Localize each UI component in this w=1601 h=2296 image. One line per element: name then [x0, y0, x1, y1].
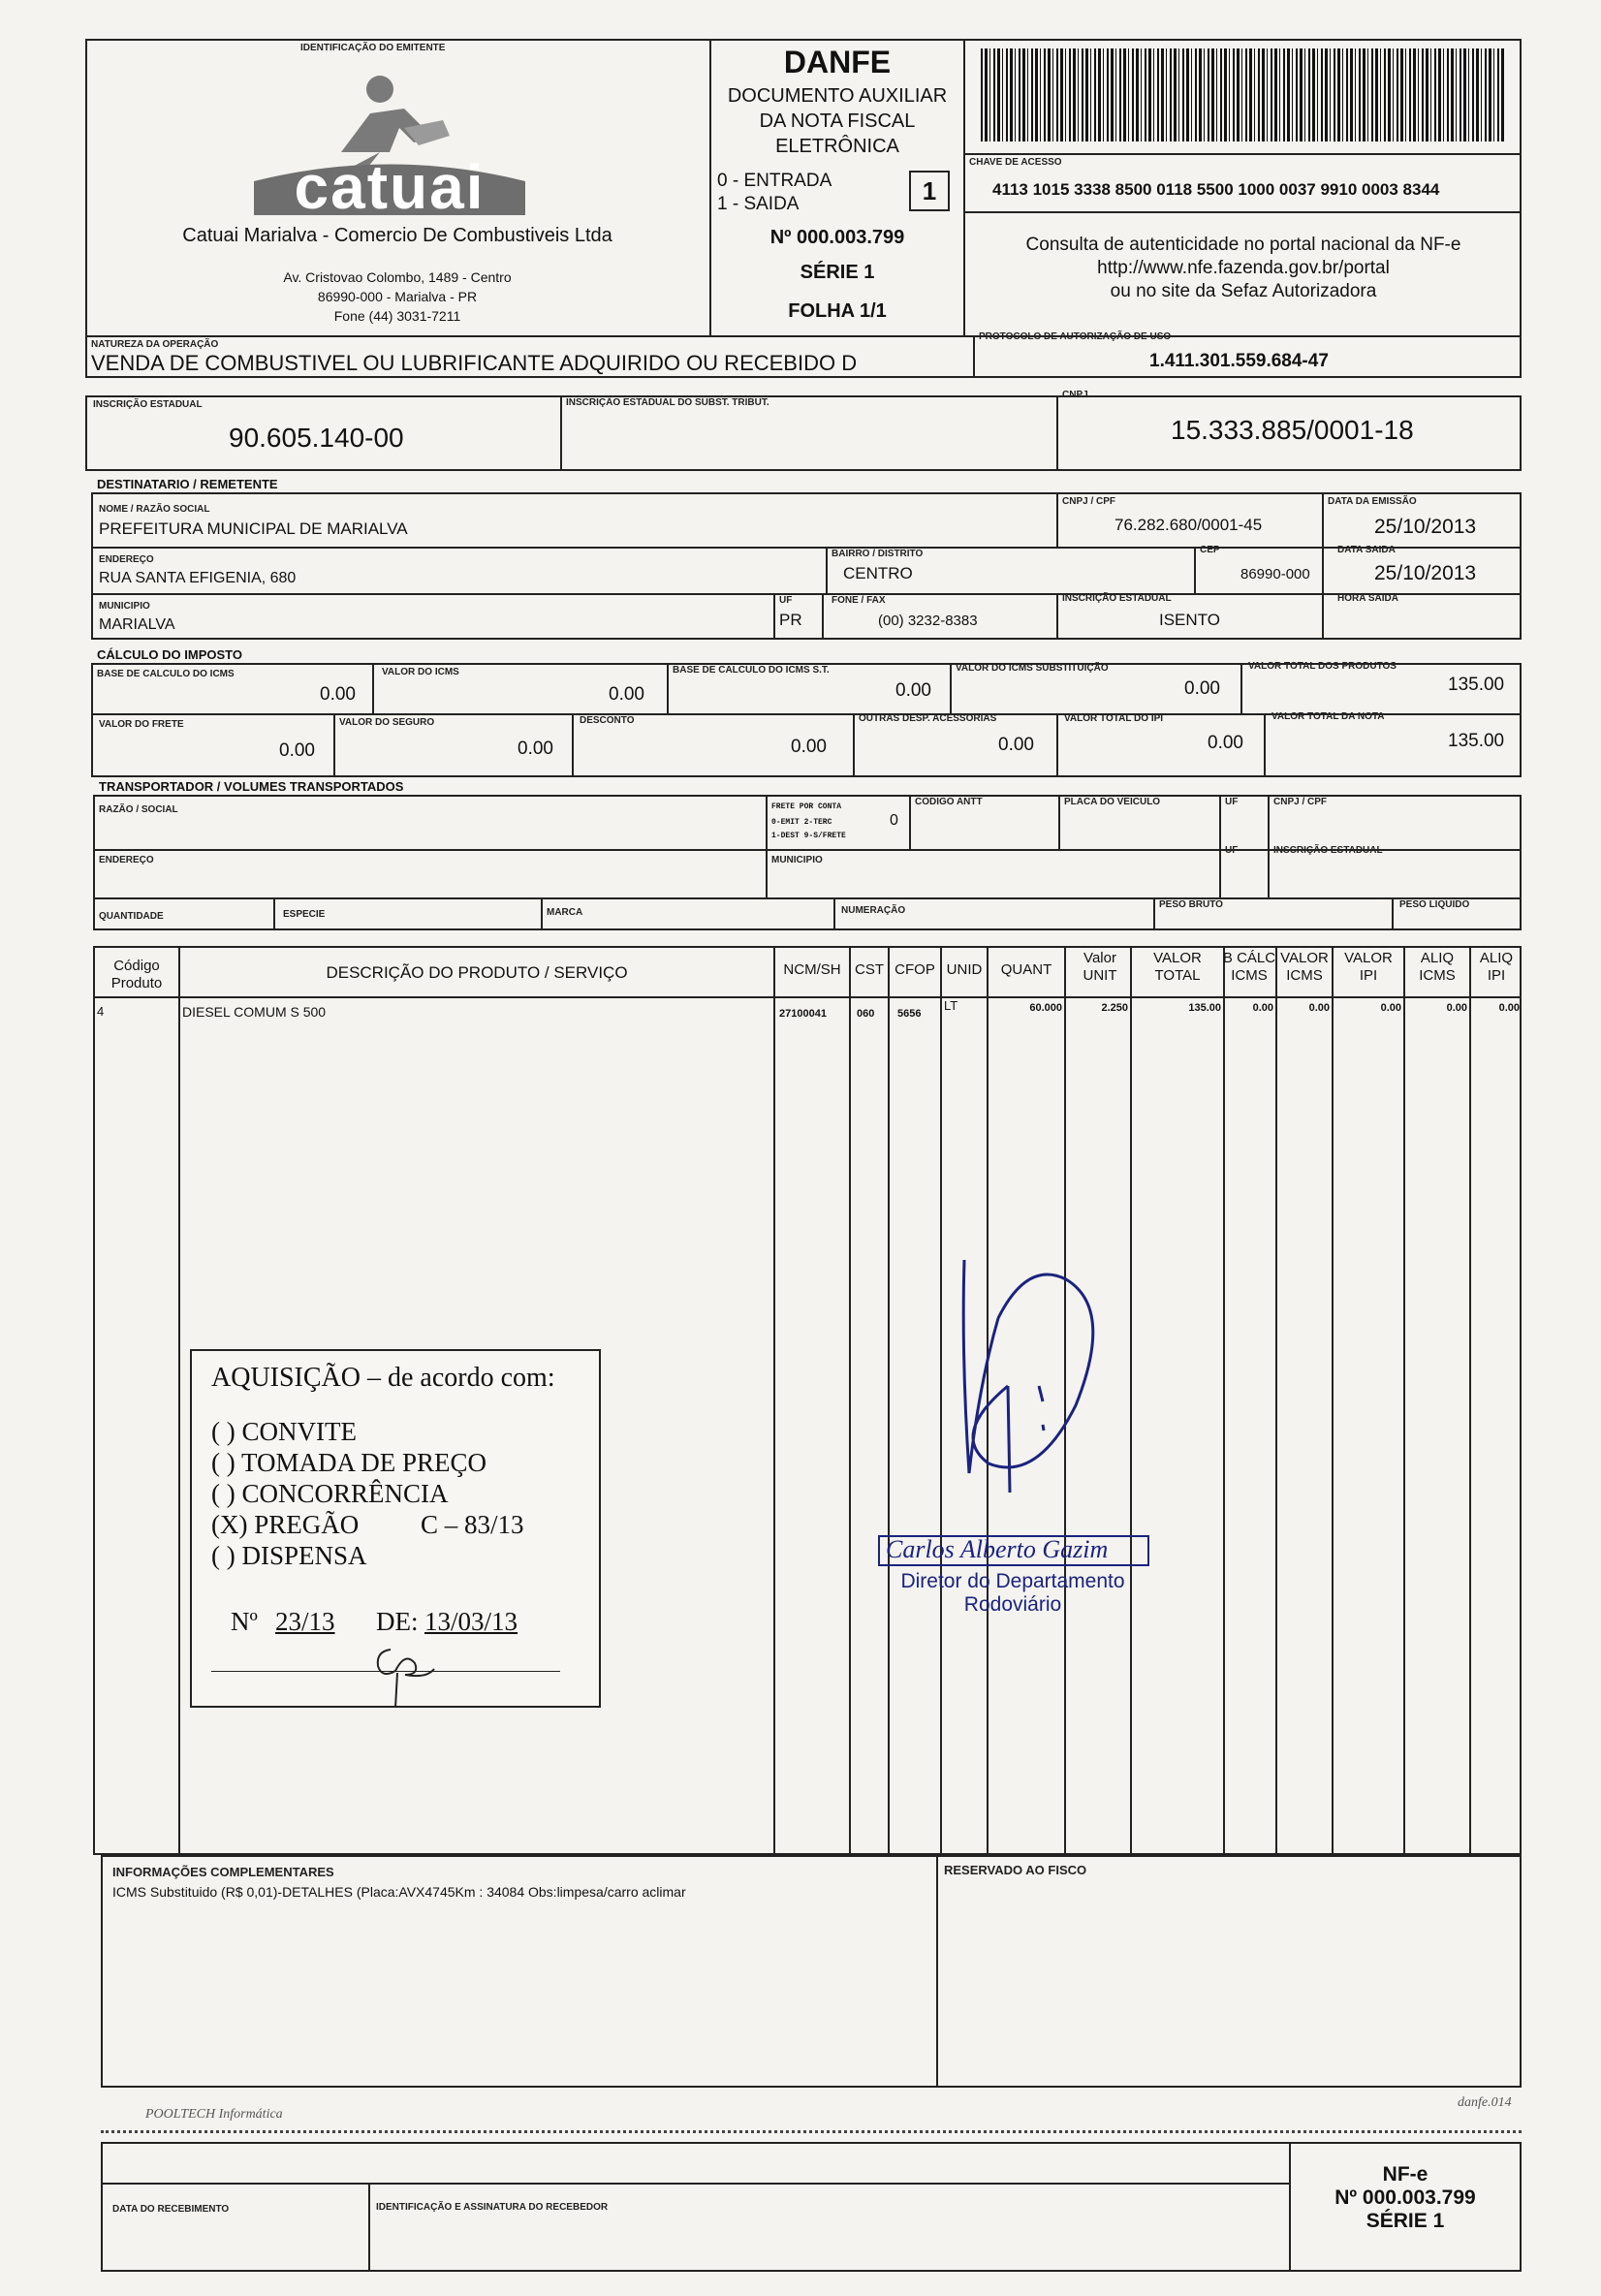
danfe-subtitle2: DA NOTA FISCAL [759, 110, 916, 132]
footer-serie: SÉRIE 1 [1366, 2210, 1445, 2232]
danfe-tipo-box: 1 [909, 171, 950, 211]
transp-numeracao-label: NUMERAÇÃO [841, 905, 906, 916]
danfe-entrada: 0 - ENTRADA [717, 171, 832, 191]
emitente-phone: Fone (44) 3031-7211 [333, 308, 461, 324]
dest-bairro: CENTRO [843, 564, 913, 582]
col-quant-header: QUANT [1000, 961, 1052, 978]
ie-value: 90.605.140-00 [229, 423, 404, 453]
natureza-label: NATUREZA DA OPERAÇÃO [91, 339, 219, 350]
transp-frete1: FRETE POR CONTA [771, 802, 842, 811]
dest-cnpj-label: CNPJ / CPF [1062, 496, 1116, 507]
stamp-opt-pregao: (X) PREGÃO [211, 1510, 360, 1539]
handwritten-signature-icon [872, 1241, 1182, 1551]
nota-label: VALOR TOTAL DA NOTA [1271, 711, 1385, 722]
emitente-label: IDENTIFICAÇÃO DO EMITENTE [300, 43, 446, 53]
informacoes-label: INFORMAÇÕES COMPLEMENTARES [112, 1865, 334, 1879]
col-vunit-header: Valor UNIT [1083, 950, 1117, 984]
nota: 135.00 [1448, 731, 1505, 751]
dest-cnpj: 76.282.680/0001-45 [1114, 516, 1263, 534]
row-unid: LT [944, 998, 958, 1013]
ie-st-label: INSCRIÇÃO ESTADUAL DO SUBST. TRIBUT. [566, 397, 769, 408]
emitente-name: Catuai Marialva - Comercio De Combustiveis Ltda [182, 225, 612, 246]
row-descricao: DIESEL COMUM S 500 [182, 1004, 327, 1020]
dest-endereco-label: ENDEREÇO [99, 554, 154, 565]
v-icms: 0.00 [609, 684, 644, 705]
transp-marca-label: MARCA [547, 907, 583, 918]
cnpj-value: 15.333.885/0001-18 [1171, 415, 1414, 445]
director-role2: Rodoviário [963, 1593, 1062, 1616]
cnpj-label: CNPJ [1062, 390, 1088, 400]
col-aicms-header: ALIQ ICMS [1419, 950, 1456, 984]
transp-antt-label: CODIGO ANTT [915, 797, 983, 807]
dest-fone-label: FONE / FAX [832, 595, 886, 606]
v-st: 0.00 [1184, 678, 1220, 699]
transp-peso-liquido-label: PESO LIQUIDO [1399, 899, 1470, 910]
imposto-section: CÁLCULO DO IMPOSTO [97, 647, 242, 662]
col-bc-header: B CÁLC ICMS [1222, 950, 1276, 984]
stamp-opt-convite: ( ) CONVITE [211, 1417, 357, 1446]
dest-endereco: RUA SANTA EFIGENIA, 680 [99, 570, 297, 586]
transp-razao-label: RAZÃO / SOCIAL [99, 804, 178, 815]
stamp-title: AQUISIÇÃO – de acordo com: [211, 1363, 555, 1393]
stamp-opt-dispensa: ( ) DISPENSA [211, 1541, 367, 1570]
logo-text: catuai [294, 152, 486, 222]
stamp-num-label: Nº [231, 1607, 258, 1636]
protocolo-label: PROTOCOLO DE AUTORIZAÇÃO DE USO [979, 331, 1172, 342]
col-descricao-header: DESCRIÇÃO DO PRODUTO / SERVIÇO [326, 963, 628, 982]
dest-uf: PR [779, 611, 802, 629]
dest-emissao: 25/10/2013 [1374, 516, 1477, 538]
outras: 0.00 [998, 735, 1034, 755]
dest-saida-label: DATA SAIDA [1337, 545, 1396, 555]
col-codigo-header: Código Produto [110, 958, 163, 991]
frete-label: VALOR DO FRETE [99, 719, 184, 730]
transp-especie-label: ESPECIE [283, 909, 326, 920]
dest-ie-label: INSCRIÇÃO ESTADUAL [1062, 593, 1172, 604]
transp-uf2-label: UF [1225, 845, 1239, 856]
transp-frete-value: 0 [890, 812, 898, 829]
row-ncm: 27100041 [779, 1008, 827, 1020]
transp-quantidade-label: QUANTIDADE [99, 911, 164, 922]
stamp-pregao-ref: C – 83/13 [421, 1510, 524, 1539]
transp-endereco-label: ENDEREÇO [99, 855, 154, 865]
acquisition-stamp [190, 1349, 601, 1708]
company-logo [235, 60, 545, 222]
row-bc: 0.00 [1252, 1002, 1273, 1014]
consulta-line2: http://www.nfe.fazenda.gov.br/portal [1097, 258, 1390, 278]
danfe-numero: Nº 000.003.799 [769, 227, 905, 248]
row-aipi: 0.00 [1498, 1002, 1520, 1014]
emitente-address1: Av. Cristovao Colombo, 1489 - Centro [283, 269, 512, 285]
dest-municipio-label: MUNICIPIO [99, 601, 150, 612]
transp-frete2: 0-EMIT 2-TERC [771, 818, 832, 827]
software-credit: POOLTECH Informática [145, 2107, 283, 2122]
consulta-line1: Consulta de autenticidade no portal nacional da NF-e [1025, 235, 1461, 255]
bc-icms-label: BASE DE CALCULO DO ICMS [97, 669, 235, 679]
informacoes-text: ICMS Substituido (R$ 0,01)-DETALHES (Placa:AVX4745Km : 34084 Obs:limpesa/carro aclimar [112, 1884, 686, 1900]
destinatario-section: DESTINATARIO / REMETENTE [97, 477, 278, 491]
consulta-line3: ou no site da Sefaz Autorizadora [1110, 281, 1377, 301]
footer-nfe: NF-e [1382, 2163, 1428, 2186]
dest-cep-label: CEP [1200, 545, 1220, 555]
dest-fone: (00) 3232-8383 [878, 613, 978, 629]
danfe-title: DANFE [783, 45, 892, 79]
transp-peso-bruto-label: PESO BRUTO [1159, 899, 1223, 910]
frete: 0.00 [279, 740, 315, 761]
col-vicms-header: VALOR ICMS [1280, 950, 1329, 984]
dest-cep: 86990-000 [1240, 566, 1310, 582]
transp-uf-label: UF [1225, 797, 1239, 807]
ipi-label: VALOR TOTAL DO IPI [1064, 713, 1164, 724]
col-ncm-header: NCM/SH [783, 961, 841, 978]
outras-label: OUTRAS DESP. ACESSORIAS [859, 713, 997, 724]
dest-municipio: MARIALVA [99, 616, 175, 633]
transp-frete3: 1-DEST 9-S/FRETE [771, 832, 846, 840]
dest-hora-label: HORA SAIDA [1337, 593, 1398, 604]
ie-label: INSCRIÇÃO ESTADUAL [93, 399, 203, 410]
stamp-opt-tomada: ( ) TOMADA DE PREÇO [211, 1448, 487, 1477]
emitente-address2: 86990-000 - Marialva - PR [317, 289, 478, 304]
dest-uf-label: UF [779, 595, 793, 606]
dest-ie: ISENTO [1159, 611, 1220, 629]
protocolo-value: 1.411.301.559.684-47 [1149, 351, 1329, 371]
desconto-label: DESCONTO [580, 715, 635, 726]
transportador-section: TRANSPORTADOR / VOLUMES TRANSPORTADOS [99, 779, 404, 794]
dest-emissao-label: DATA DA EMISSÃO [1328, 496, 1417, 507]
v-icms-label: VALOR DO ICMS [382, 667, 459, 677]
director-role1: Diretor do Departamento [900, 1570, 1125, 1592]
col-vipi-header: VALOR IPI [1344, 950, 1393, 984]
bc-st: 0.00 [895, 680, 931, 701]
row-vicms: 0.00 [1308, 1002, 1330, 1014]
desconto: 0.00 [791, 737, 827, 757]
bc-icms: 0.00 [320, 684, 356, 705]
stamp-de-label: DE: [376, 1607, 419, 1636]
dest-saida: 25/10/2013 [1374, 562, 1477, 584]
v-prod-label: VALOR TOTAL DOS PRODUTOS [1248, 661, 1397, 672]
perforation-line [101, 2130, 1522, 2133]
dest-nome: PREFEITURA MUNICIPAL DE MARIALVA [99, 519, 408, 538]
barcode [981, 48, 1504, 142]
transp-ie-label: INSCRIÇÃO ESTADUAL [1273, 845, 1383, 856]
transp-placa-label: PLACA DO VEICULO [1064, 797, 1161, 807]
data-recebimento-label: DATA DO RECEBIMENTO [112, 2204, 230, 2215]
row-codigo: 4 [97, 1004, 105, 1019]
row-vipi: 0.00 [1380, 1002, 1401, 1014]
stamp-de: 13/03/13 [424, 1607, 518, 1636]
col-vtotal-header: VALOR TOTAL [1153, 950, 1202, 984]
col-cfop-header: CFOP [895, 961, 935, 978]
stamp-opt-concorrencia: ( ) CONCORRÊNCIA [211, 1479, 449, 1508]
seguro: 0.00 [518, 739, 553, 759]
footer-numero: Nº 000.003.799 [1334, 2186, 1476, 2209]
fisco-label: RESERVADO AO FISCO [944, 1863, 1087, 1877]
col-unid-header: UNID [946, 961, 983, 978]
transp-cnpj-label: CNPJ / CPF [1273, 797, 1328, 807]
stamp-handwritten-initials-icon [337, 1632, 454, 1710]
danfe-subtitle3: ELETRÔNICA [775, 136, 899, 157]
danfe-serie: SÉRIE 1 [800, 262, 875, 283]
row-cst: 060 [857, 1008, 875, 1020]
row-quant: 60.000 [1029, 1002, 1062, 1014]
danfe-folha: FOLHA 1/1 [788, 300, 887, 322]
danfe-code: danfe.014 [1458, 2095, 1512, 2110]
natureza-value: VENDA DE COMBUSTIVEL OU LUBRIFICANTE ADQUIRIDO OU RECEBIDO D [91, 351, 858, 375]
dest-nome-label: NOME / RAZÃO SOCIAL [99, 504, 210, 515]
v-prod: 135.00 [1448, 675, 1505, 695]
row-vunit: 2.250 [1101, 1002, 1128, 1014]
stamp-num: 23/13 [275, 1607, 335, 1636]
director-name: Carlos Alberto Gazim [886, 1535, 1109, 1563]
seguro-label: VALOR DO SEGURO [339, 717, 435, 728]
col-aipi-header: ALIQ IPI [1479, 950, 1514, 984]
danfe-subtitle1: DOCUMENTO AUXILIAR [727, 85, 948, 107]
col-cst-header: CST [855, 961, 884, 978]
bc-st-label: BASE DE CALCULO DO ICMS S.T. [673, 665, 830, 676]
ipi: 0.00 [1208, 733, 1243, 753]
v-st-label: VALOR DO ICMS SUBSTITUIÇÃO [956, 663, 1109, 674]
row-aicms: 0.00 [1446, 1002, 1467, 1014]
chave-value: 4113 1015 3338 8500 0118 5500 1000 0037 9910 0003 8344 [992, 180, 1440, 199]
assinatura-recebedor-label: IDENTIFICAÇÃO E ASSINATURA DO RECEBEDOR [376, 2202, 609, 2213]
row-vtotal: 135.00 [1188, 1002, 1221, 1014]
dest-bairro-label: BAIRRO / DISTRITO [832, 549, 924, 559]
row-cfop: 5656 [897, 1008, 922, 1020]
transp-municipio-label: MUNICIPIO [771, 855, 823, 865]
danfe-saida: 1 - SAIDA [717, 194, 800, 214]
chave-label: CHAVE DE ACESSO [969, 157, 1062, 168]
